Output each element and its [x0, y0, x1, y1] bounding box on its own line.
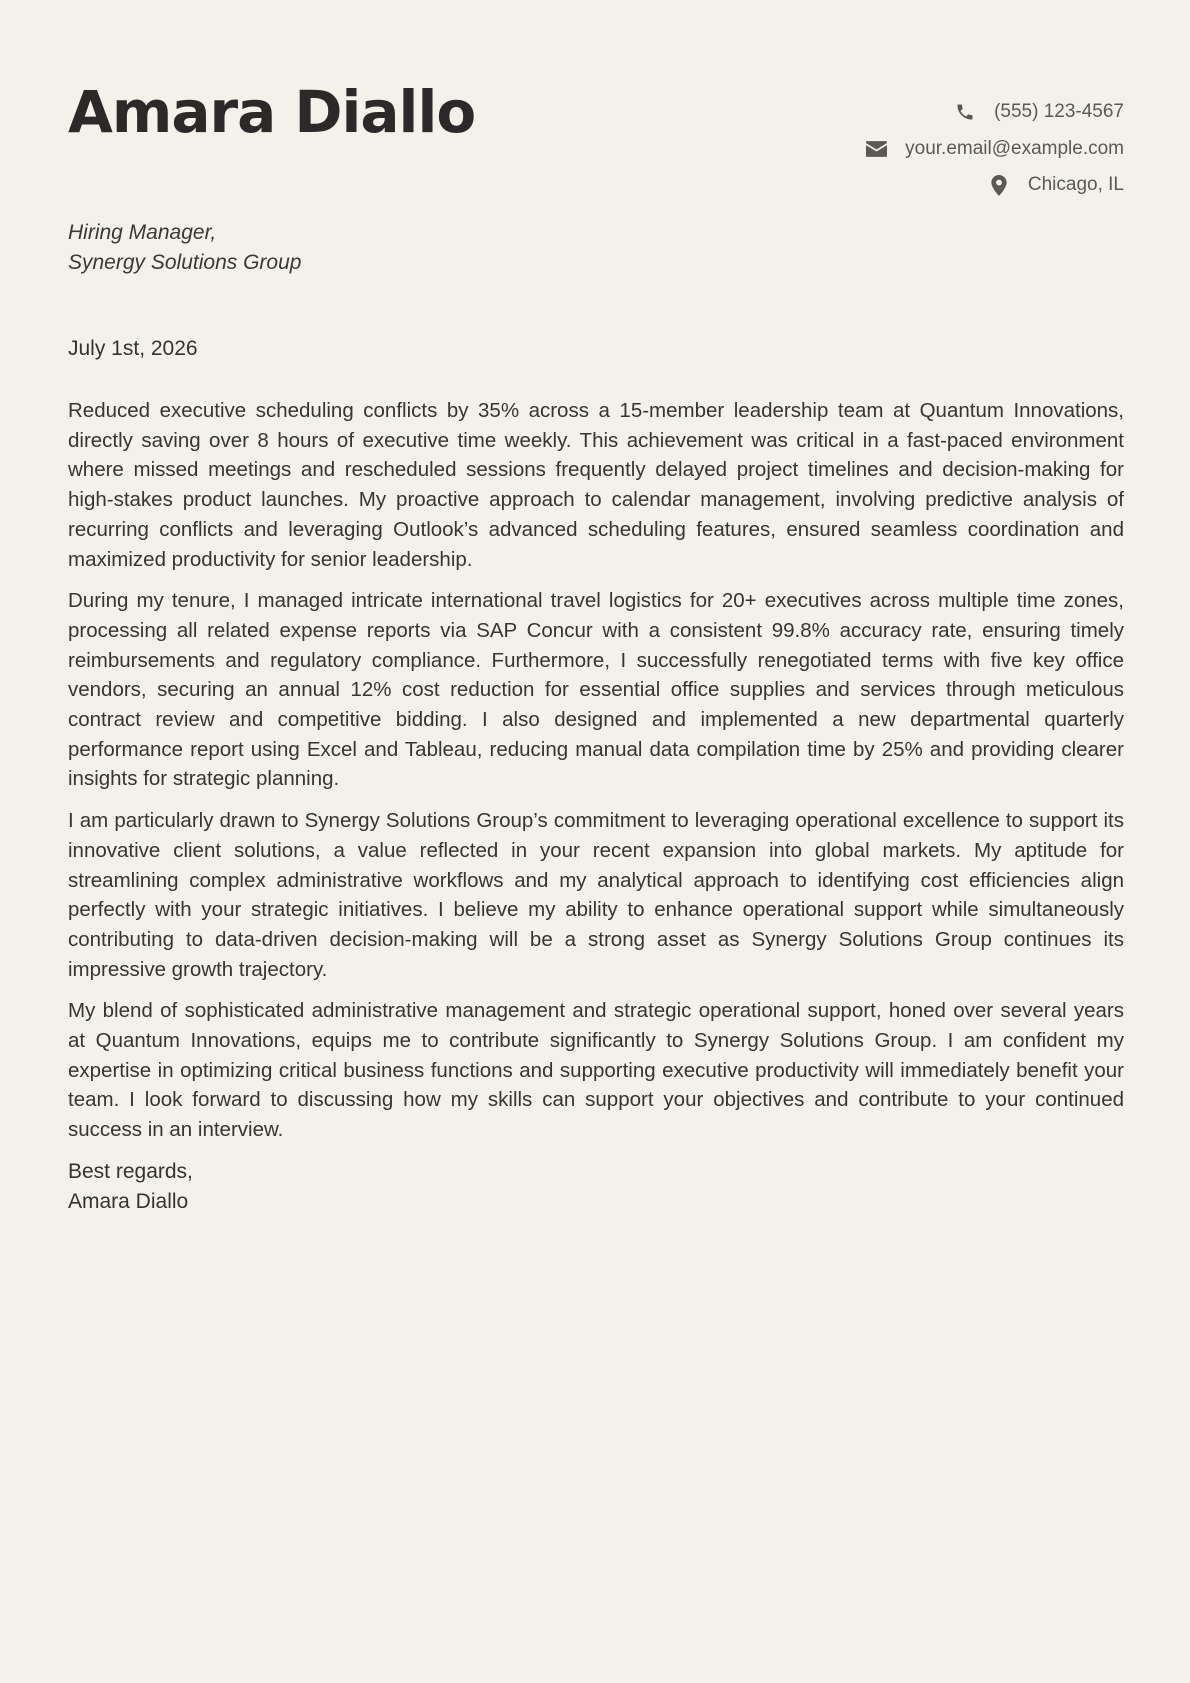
contact-phone-row	[865, 94, 1124, 131]
contact-email[interactable]: your.email@example.com	[905, 137, 1124, 159]
closing-signature-name: Amara Diallo	[68, 1189, 189, 1213]
contact-email-row	[865, 131, 1124, 168]
envelope-icon	[865, 138, 887, 160]
recipient-title: Hiring Manager,	[68, 221, 217, 244]
contact-info	[865, 94, 1124, 204]
phone-icon	[954, 101, 976, 123]
map-pin-icon	[988, 174, 1010, 196]
recipient-block	[68, 218, 301, 278]
body-paragraph-4: My blend of sophisticated administrative management and strategic operational support, honed over several years at Quantum Innovations, equips me to contribute significantly to Synergy Solutions Group. I am confident my expertise in optimizing critical business functions and supporting executive productivity will immediately benefit your team. I look forward to discussing how my skills can support your objectives and contribute to your continued success in an interview.	[68, 999, 1124, 1142]
body-paragraph-3: I am particularly drawn to Synergy Solutions Group’s commitment to leveraging operational excellence to support its innovative client solutions, a value reflected in your recent expansion into global markets. My aptitude for streamlining complex administrative workflows and my analytical approach to identifying cost efficiencies align perfectly with your strategic initiatives. I believe my ability to enhance operational support while simultaneously contributing to data-driven decision-making will be a strong asset as Synergy Solutions Group continues its impressive growth trajectory.	[68, 809, 1124, 981]
closing-salutation: Best regards,	[68, 1159, 193, 1183]
letter-header	[68, 0, 1124, 210]
contact-phone: (555) 123-4567	[994, 101, 1124, 123]
contact-location: Chicago, IL	[1027, 174, 1124, 196]
cover-letter-page	[68, 0, 1124, 1683]
letter-body	[68, 396, 1124, 1216]
recipient-company: Synergy Solutions Group	[68, 251, 302, 274]
letter-date: July 1st, 2026	[68, 337, 198, 360]
body-paragraph-1: Reduced executive scheduling conflicts by 35% across a 15-member leadership team at Quantum Innovations, directly saving over 8 hours of executive time weekly. This achievement was critical in a fast-paced environment where missed meetings and rescheduled sessions frequently delayed project timelines and decision-making for high-stakes product launches. My proactive approach to calendar management, involving predictive analysis of recurring conflicts and leveraging Outlook’s advanced scheduling features, ensured seamless coordination and maximized productivity for senior leadership.	[68, 399, 1124, 571]
contact-location-row	[865, 167, 1124, 204]
body-paragraph-2: During my tenure, I managed intricate international travel logistics for 20+ executives across multiple time zones, processing all related expense reports via SAP Concur with a consistent 99.8% accuracy rate, ensuring timely reimbursements and regulatory compliance. Furthermore, I successfully renegotiated terms with five key office vendors, securing an annual 12% cost reduction for essential office supplies and services through meticulous contract review and competitive bidding. I also designed and implemented a new departmental quarterly performance report using Excel and Tableau, reducing manual data compilation time by 25% and providing clearer insights for strategic planning.	[68, 589, 1124, 791]
applicant-name: Amara Diallo	[68, 78, 476, 146]
letter-closing	[68, 1157, 1124, 1216]
